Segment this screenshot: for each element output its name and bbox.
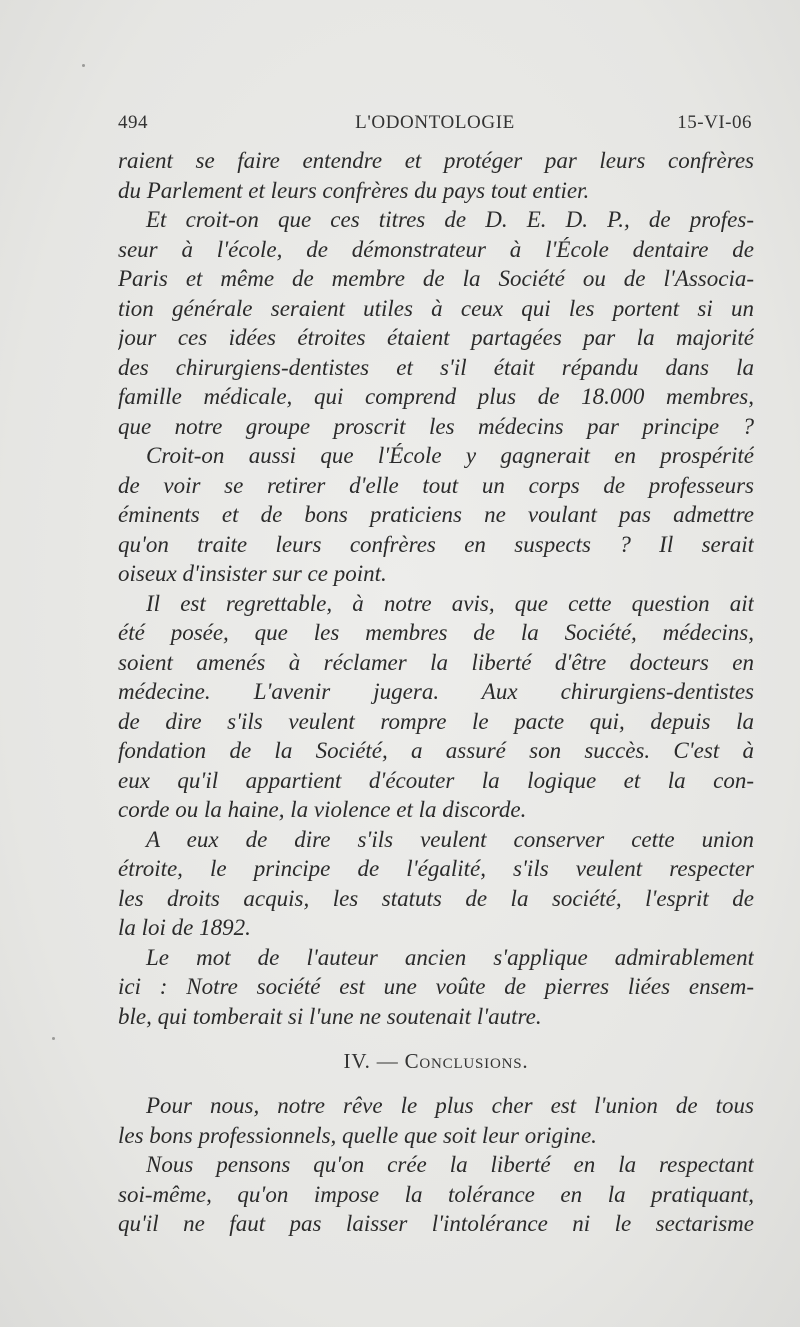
- text-line: du Parlement et leurs confrères du pays tout entier.: [118, 177, 590, 203]
- text-line: Le mot de l'auteur ancien s'applique admirablement: [146, 944, 754, 970]
- text-line: eux qu'il appartient d'écouter la logique et la con-: [118, 767, 754, 793]
- text-line: que notre groupe proscrit les médecins par principe ?: [118, 413, 754, 439]
- issue-date: 15-VI-06: [677, 112, 752, 133]
- section-title: Conclusions.: [404, 1049, 529, 1073]
- text-line: corde ou la haine, la violence et la discorde.: [118, 797, 527, 822]
- paper-speck: [82, 64, 85, 67]
- text-line: oiseux d'insister sur ce point.: [118, 561, 387, 586]
- text-line: qu'il ne faut pas laisser l'intolérance ni le sectarisme: [118, 1211, 754, 1236]
- text-line: médecine. L'avenir jugera. Aux chirurgiens-dentistes: [118, 679, 754, 704]
- text-line: soient amenés à réclamer la liberté d'être docteurs en: [118, 649, 754, 675]
- text-line: la loi de 1892.: [118, 915, 251, 940]
- text-line: Croit-on aussi que l'École y gagnerait en prospérité: [146, 443, 754, 468]
- text-line: jour ces idées étroites étaient partagées par la majorité: [118, 325, 754, 350]
- text-line: les droits acquis, les statuts de la société, l'esprit de: [118, 885, 754, 911]
- text-line: des chirurgiens-dentistes et s'il était répandu dans la: [118, 354, 754, 380]
- section-heading: [118, 1031, 754, 1091]
- text-line: fondation de la Société, a assuré son succès. C'est à: [118, 738, 754, 763]
- text-line: raient se faire entendre et protéger par leurs confrères: [118, 148, 754, 173]
- paper-speck: [52, 1037, 55, 1040]
- text-line: famille médicale, qui comprend plus de 18.000 membres,: [118, 384, 754, 409]
- text-line: les bons professionnels, quelle que soit leur origine.: [118, 1122, 597, 1148]
- page-number: 494: [118, 112, 148, 133]
- text-line: Paris et même de membre de la Société ou de l'Associa-: [118, 266, 754, 291]
- text-line: Nous pensons qu'on crée la liberté en la respectant: [146, 1152, 754, 1177]
- body-text: [118, 146, 754, 1239]
- text-line: éminents et de bons praticiens ne voulant pas admettre: [118, 502, 754, 527]
- journal-title: L'ODONTOLOGIE: [355, 112, 515, 133]
- text-line: seur à l'école, de démonstrateur à l'École dentaire de: [118, 236, 754, 262]
- section-numeral: IV. —: [343, 1049, 405, 1073]
- text-line: étroite, le principe de l'égalité, s'ils veulent respecter: [118, 856, 754, 881]
- text-line: ble, qui tomberait si l'une ne soutenait l'autre.: [118, 1003, 542, 1029]
- text-line: de voir se retirer d'elle tout un corps de professeurs: [118, 472, 754, 498]
- text-line: ici : Notre société est une voûte de pierres liées ensem-: [118, 974, 754, 999]
- text-line: Et croit-on que ces titres de D. E. D. P., de profes-: [146, 207, 754, 232]
- text-line: de dire s'ils veulent rompre le pacte qui, depuis la: [118, 708, 754, 734]
- text-line: été posée, que les membres de la Société, médecins,: [118, 620, 754, 645]
- text-line: qu'on traite leurs confrères en suspects ? Il serait: [118, 531, 754, 557]
- text-line: Pour nous, notre rêve le plus cher est l'union de tous: [146, 1093, 754, 1118]
- text-line: Il est regrettable, à notre avis, que cette question ait: [146, 590, 754, 616]
- text-line: tion générale seraient utiles à ceux qui les portent si un: [118, 295, 754, 321]
- text-line: A eux de dire s'ils veulent conserver cette union: [146, 826, 754, 852]
- running-header: [118, 112, 752, 142]
- text-line: soi-même, qu'on impose la tolérance en la pratiquant,: [118, 1181, 754, 1207]
